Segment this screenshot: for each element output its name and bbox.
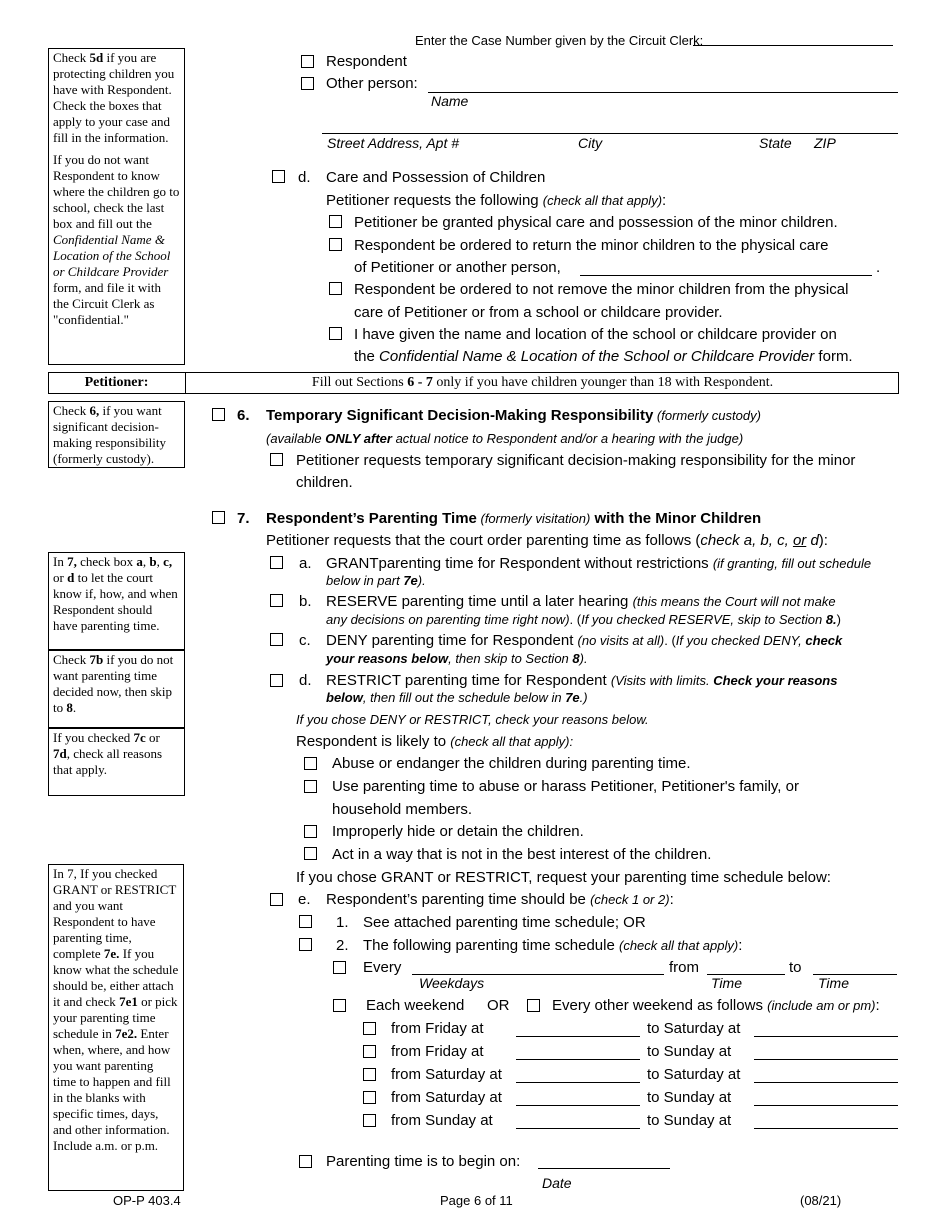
weekend-row-to-field[interactable] bbox=[754, 1059, 898, 1060]
each-weekend-checkbox[interactable] bbox=[333, 999, 346, 1012]
school-location-text: I have given the name and location of the school or childcare provider on bbox=[354, 326, 837, 343]
e2-number: 2. bbox=[336, 937, 349, 954]
schedule-e-text: Respondent’s parenting time should be (check 1 or 2): bbox=[326, 891, 674, 908]
grant-restrict-note: If you chose GRANT or RESTRICT, request your parenting time schedule below: bbox=[296, 869, 831, 886]
deny-text: DENY parenting time for Respondent (no visits at all). (If you checked DENY, check bbox=[326, 632, 843, 649]
weekend-row-to-field[interactable] bbox=[754, 1105, 898, 1106]
weekend-row-from: from Saturday at bbox=[391, 1066, 502, 1083]
best-interest-text: Act in a way that is not in the best interest of the children. bbox=[332, 846, 712, 863]
date-label: Date bbox=[542, 1175, 572, 1191]
section-6-checkbox[interactable] bbox=[212, 408, 225, 421]
weekend-row-to-field[interactable] bbox=[754, 1036, 898, 1037]
abuse-text: Abuse or endanger the children during parenting time. bbox=[332, 755, 691, 772]
weekend-row-to: to Sunday at bbox=[647, 1043, 732, 1060]
other-person-name-field[interactable] bbox=[428, 92, 898, 93]
sidebar-box-5d: Check 5d if you are protecting children you have with Respondent. Check the boxes that apply to your case and fill in the information. If you do not want Respondent to know where the children go to school, check the last box and fill out the Confidential Name & Location of the School or Childcare Provider form, and file it with the Circuit Clerk as "confidential." bbox=[48, 48, 185, 365]
section-6-availability: (available ONLY after actual notice to Respondent and/or a hearing with the judge) bbox=[266, 431, 744, 446]
from-time-label: Time bbox=[711, 975, 742, 991]
or-label: OR bbox=[487, 997, 510, 1014]
section-5d-checkbox[interactable] bbox=[272, 170, 285, 183]
school-location-text-2: the Confidential Name & Location of the School or Childcare Provider form. bbox=[354, 348, 853, 365]
begin-date-label: Parenting time is to begin on: bbox=[326, 1153, 521, 1170]
section-6-number: 6. bbox=[237, 407, 250, 424]
following-schedule-checkbox[interactable] bbox=[299, 938, 312, 951]
section-7-checkbox[interactable] bbox=[212, 511, 225, 524]
from-label: from bbox=[669, 959, 699, 976]
grant-text-2: below in part 7e). bbox=[326, 573, 426, 588]
school-location-checkbox[interactable] bbox=[329, 327, 342, 340]
every-other-weekend-label: Every other weekend as follows (include am or pm): bbox=[552, 997, 880, 1014]
option-e-letter: e. bbox=[298, 891, 311, 908]
not-remove-checkbox[interactable] bbox=[329, 282, 342, 295]
begin-date-checkbox[interactable] bbox=[299, 1155, 312, 1168]
petitioner-instruction: Fill out Sections 6 - 7 only if you have children younger than 18 with Respondent. bbox=[311, 375, 774, 390]
city-label: City bbox=[578, 135, 603, 151]
weekend-row-checkbox[interactable] bbox=[363, 1045, 376, 1058]
restrict-checkbox[interactable] bbox=[270, 674, 283, 687]
harass-text: Use parenting time to abuse or harass Petitioner, Petitioner's family, or bbox=[332, 778, 799, 795]
decision-making-text: Petitioner requests temporary significant decision-making responsibility for the minor bbox=[296, 452, 856, 469]
weekend-row-checkbox[interactable] bbox=[363, 1114, 376, 1127]
option-b-letter: b. bbox=[299, 593, 312, 610]
restrict-text: RESTRICT parenting time for Respondent (Visits with limits. Check your reasons bbox=[326, 672, 838, 689]
reserve-checkbox[interactable] bbox=[270, 594, 283, 607]
state-label: State bbox=[759, 135, 792, 151]
reserve-text: RESERVE parenting time until a later hearing (this means the Court will not make bbox=[326, 593, 836, 610]
section-7-title: Respondent’s Parenting Time (formerly visitation) with the Minor Children bbox=[266, 510, 762, 527]
weekend-row-from-field[interactable] bbox=[516, 1082, 640, 1083]
other-person-checkbox[interactable] bbox=[301, 77, 314, 90]
harass-text-2: household members. bbox=[332, 801, 473, 818]
form-id: OP-P 403.4 bbox=[113, 1193, 181, 1208]
weekend-row-from-field[interactable] bbox=[516, 1105, 640, 1106]
decision-making-checkbox[interactable] bbox=[270, 453, 283, 466]
respondent-label: Respondent bbox=[326, 53, 407, 70]
section-5d-title: Care and Possession of Children bbox=[326, 169, 546, 186]
section-5d-letter: d. bbox=[298, 169, 311, 186]
weekdays-label: Weekdays bbox=[419, 975, 485, 991]
every-other-weekend-checkbox[interactable] bbox=[527, 999, 540, 1012]
grant-checkbox[interactable] bbox=[270, 556, 283, 569]
sidebar-box-7e: In 7, If you checked GRANT or RESTRICT and you want Respondent to have parenting time, complete 7e. If you know what the schedule should be, either attach it and check 7e1 or pick your parenting time schedule in 7e2. Enter when, where, and how you want parenting time to happen and fill in the blanks with specific times, days, and other information. Include a.m. or p.m. bbox=[48, 864, 184, 1191]
case-number-field[interactable] bbox=[693, 45, 893, 46]
not-remove-text: Respondent be ordered to not remove the minor children from the physical bbox=[354, 281, 849, 298]
return-children-checkbox[interactable] bbox=[329, 238, 342, 251]
other-person-field[interactable] bbox=[580, 275, 872, 276]
weekend-row-from-field[interactable] bbox=[516, 1128, 640, 1129]
revision-date: (08/21) bbox=[800, 1193, 842, 1208]
sidebar-box-7: In 7, check box a, b, c, or d to let the court know if, how, and when Respondent should have parenting time. bbox=[48, 552, 185, 650]
hide-detain-text: Improperly hide or detain the children. bbox=[332, 823, 584, 840]
section-6-title: Temporary Significant Decision-Making Responsibility (formerly custody) bbox=[266, 407, 761, 424]
weekend-row-checkbox[interactable] bbox=[363, 1091, 376, 1104]
address-field[interactable] bbox=[322, 133, 898, 134]
weekend-row-checkbox[interactable] bbox=[363, 1068, 376, 1081]
weekend-row-to-field[interactable] bbox=[754, 1128, 898, 1129]
period: . bbox=[876, 259, 881, 276]
sidebar-box-7cd: If you checked 7c or 7d, check all reasons that apply. bbox=[48, 728, 185, 796]
option-a-letter: a. bbox=[299, 555, 312, 572]
option-c-letter: c. bbox=[299, 632, 311, 649]
weekend-row-from: from Saturday at bbox=[391, 1089, 502, 1106]
deny-text-2: your reasons below, then skip to Section 8). bbox=[326, 651, 588, 666]
sidebar-box-6: Check 6, if you want significant decision-making responsibility (formerly custody). bbox=[48, 401, 185, 468]
decision-making-text-2: children. bbox=[296, 474, 353, 491]
reserve-text-2: any decisions on parenting time right now). (If you checked RESERVE, skip to Section 8.) bbox=[326, 612, 841, 627]
section-5d-requests: Petitioner requests the following (check all that apply): bbox=[326, 192, 667, 209]
likely-to-label: Respondent is likely to (check all that apply): bbox=[296, 733, 574, 750]
case-number-label: Enter the Case Number given by the Circuit Clerk: bbox=[415, 33, 704, 48]
to-time-label: Time bbox=[818, 975, 849, 991]
weekend-row-to: to Saturday at bbox=[647, 1066, 741, 1083]
not-remove-text-2: care of Petitioner or from a school or childcare provider. bbox=[354, 304, 723, 321]
section-7-number: 7. bbox=[237, 510, 250, 527]
harass-checkbox[interactable] bbox=[304, 780, 317, 793]
deny-restrict-note: If you chose DENY or RESTRICT, check your reasons below. bbox=[296, 712, 649, 727]
weekend-row-to: to Saturday at bbox=[647, 1020, 741, 1037]
weekend-row-checkbox[interactable] bbox=[363, 1022, 376, 1035]
following-schedule-text: The following parenting time schedule (check all that apply): bbox=[363, 937, 743, 954]
best-interest-checkbox[interactable] bbox=[304, 847, 317, 860]
each-weekend-label: Each weekend bbox=[366, 997, 465, 1014]
weekend-row-from-field[interactable] bbox=[516, 1059, 640, 1060]
e1-number: 1. bbox=[336, 914, 349, 931]
attached-schedule-checkbox[interactable] bbox=[299, 915, 312, 928]
abuse-checkbox[interactable] bbox=[304, 757, 317, 770]
page-number: Page 6 of 11 bbox=[440, 1193, 513, 1208]
physical-care-checkbox[interactable] bbox=[329, 215, 342, 228]
weekend-row-from: from Friday at bbox=[391, 1043, 484, 1060]
restrict-text-2: below, then fill out the schedule below in 7e.) bbox=[326, 690, 588, 705]
weekend-row-to: to Sunday at bbox=[647, 1112, 732, 1129]
weekend-row-to-field[interactable] bbox=[754, 1082, 898, 1083]
attached-schedule-text: See attached parenting time schedule; OR bbox=[363, 914, 646, 931]
every-checkbox[interactable] bbox=[333, 961, 346, 974]
every-label: Every bbox=[363, 959, 402, 976]
address-label: Street Address, Apt # bbox=[327, 135, 460, 151]
hide-detain-checkbox[interactable] bbox=[304, 825, 317, 838]
section-7-request: Petitioner requests that the court order parenting time as follows (check a, b, c, or d): bbox=[266, 532, 828, 549]
physical-care-text: Petitioner be granted physical care and possession of the minor children. bbox=[354, 214, 838, 231]
grant-text: GRANTparenting time for Respondent without restrictions (if granting, fill out schedule bbox=[326, 555, 872, 572]
sidebar-box-7b: Check 7b if you do not want parenting time decided now, then skip to 8. bbox=[48, 650, 185, 728]
to-label: to bbox=[789, 959, 802, 976]
return-children-text: Respondent be ordered to return the minor children to the physical care bbox=[354, 237, 829, 254]
petitioner-label: Petitioner: bbox=[84, 375, 149, 390]
weekend-row-from: from Friday at bbox=[391, 1020, 484, 1037]
other-person-label: Other person: bbox=[326, 75, 418, 92]
return-children-text-2: of Petitioner or another person, bbox=[354, 259, 561, 276]
deny-checkbox[interactable] bbox=[270, 633, 283, 646]
weekend-row-from: from Sunday at bbox=[391, 1112, 493, 1129]
weekend-row-to: to Sunday at bbox=[647, 1089, 732, 1106]
schedule-e-checkbox[interactable] bbox=[270, 893, 283, 906]
begin-date-field[interactable] bbox=[538, 1168, 670, 1169]
option-d-letter: d. bbox=[299, 672, 312, 689]
weekend-row-from-field[interactable] bbox=[516, 1036, 640, 1037]
zip-label: ZIP bbox=[814, 135, 836, 151]
respondent-checkbox[interactable] bbox=[301, 55, 314, 68]
name-label: Name bbox=[431, 93, 469, 109]
